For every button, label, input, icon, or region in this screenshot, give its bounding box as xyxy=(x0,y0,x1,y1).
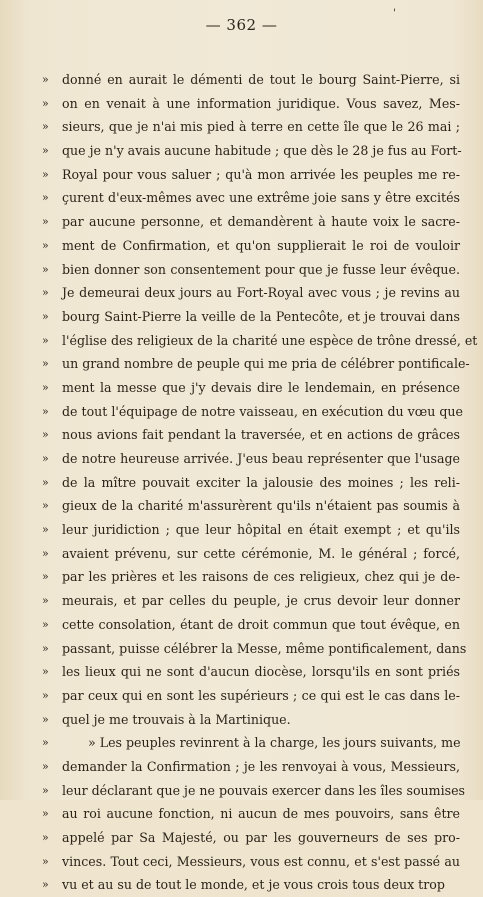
text-line xyxy=(42,755,460,779)
text-line xyxy=(42,376,460,400)
quote-mark: » xyxy=(42,144,49,158)
line-text: gieux de la charité m'assurèrent qu'ils n'étaient pas soumis à xyxy=(62,498,460,514)
quote-mark: » xyxy=(42,665,49,679)
text-line xyxy=(42,281,460,305)
line-text: par aucune personne, et demandèrent à haute voix le sacre- xyxy=(62,214,460,230)
quote-mark: » xyxy=(42,191,49,205)
line-text: ment de Confirmation, et qu'on supplierait le roi de vouloir xyxy=(62,237,460,253)
text-line xyxy=(42,850,460,874)
line-text: de notre heureuse arrivée. J'eus beau représenter que l'usage xyxy=(62,451,460,466)
text-line xyxy=(42,708,460,732)
quote-mark: » xyxy=(42,688,49,702)
text-line xyxy=(42,471,460,495)
text-line xyxy=(42,613,460,637)
text-line xyxy=(42,684,460,708)
quote-mark: » xyxy=(42,262,49,276)
quote-mark: » xyxy=(42,546,49,560)
line-text: nous avions fait pendant la traversée, et en actions de grâces xyxy=(62,427,460,443)
quote-mark: » xyxy=(42,523,49,537)
text-line xyxy=(42,139,462,163)
line-text: ment la messe que j'y devais dire le lendemain, en présence xyxy=(62,379,460,395)
quote-mark: » xyxy=(42,499,49,513)
line-text: leur déclarant que je ne pouvais exercer dans les îles soumises xyxy=(62,782,465,798)
line-text: meurais, et par celles du peuple, je crus devoir leur donner xyxy=(62,593,460,609)
text-line xyxy=(42,494,460,518)
quote-mark: » xyxy=(42,167,49,181)
line-text: donné en aurait le démenti de tout le bourg Saint-Pierre, si xyxy=(62,72,460,87)
text-line xyxy=(42,826,460,850)
line-text: que je n'y avais aucune habitude ; que dès le 28 je fus au Fort- xyxy=(62,143,462,159)
body-text xyxy=(42,68,478,897)
text-line xyxy=(42,329,478,353)
line-text: çurent d'eux-mêmes avec une extrême joie sans y être excités xyxy=(62,190,460,206)
quote-mark: » xyxy=(42,73,49,86)
quote-mark: » xyxy=(42,831,49,844)
quote-mark: » xyxy=(42,333,49,347)
line-text: leur juridiction ; que leur hôpital en était exempt ; et qu'ils xyxy=(62,522,460,538)
text-line xyxy=(42,589,460,613)
quote-mark: » xyxy=(42,309,49,323)
line-text: de tout l'équipage de notre vaisseau, en exécution du vœu que xyxy=(62,403,463,419)
text-line xyxy=(42,92,460,116)
quote-mark: » xyxy=(42,428,49,442)
text-line xyxy=(42,115,460,139)
text-line xyxy=(42,802,460,826)
quote-mark: » xyxy=(42,404,49,418)
line-text: par ceux qui en sont les supérieurs ; ce qui est le cas dans le- xyxy=(62,687,460,703)
line-text: par les prières et les raisons de ces religieux, chez qui je de- xyxy=(62,569,460,585)
quote-mark: » xyxy=(42,215,49,229)
quote-mark: » xyxy=(42,759,49,773)
line-text: cette consolation, étant de droit commun que tout évêque, en xyxy=(62,616,460,632)
text-line xyxy=(42,660,460,684)
quote-mark: » xyxy=(42,380,49,394)
text-line xyxy=(42,68,460,92)
quote-mark: » xyxy=(42,570,49,584)
quote-mark: » xyxy=(42,878,49,892)
quote-mark: » xyxy=(42,854,49,868)
quote-mark: » xyxy=(42,641,49,655)
text-line xyxy=(42,637,467,661)
text-line xyxy=(42,400,463,424)
text-line xyxy=(42,447,460,471)
quote-mark: » xyxy=(42,475,49,489)
text-line xyxy=(42,163,460,187)
line-text: » Les peuples revinrent à la charge, les jours suivants, me xyxy=(88,735,461,751)
line-text: quel je me trouvais à la Martinique. xyxy=(62,711,291,727)
text-line xyxy=(42,565,460,589)
text-line xyxy=(42,542,460,566)
quote-mark: » xyxy=(42,807,49,821)
text-line xyxy=(42,518,460,542)
line-text: on en venait à une information juridique. Vous savez, Mes- xyxy=(62,95,460,111)
line-text: bourg Saint-Pierre la veille de la Pentecôte, et je trouvai dans xyxy=(62,308,460,324)
text-line xyxy=(42,234,460,258)
text-line xyxy=(42,305,460,329)
page-number: — 362 — xyxy=(205,16,278,34)
quote-mark: » xyxy=(42,594,49,608)
text-line xyxy=(42,210,460,234)
line-text: un grand nombre de peuple qui me pria de célébrer pontificale- xyxy=(62,356,470,372)
line-text: appelé par Sa Majesté, ou par les gouverneurs de ses pro- xyxy=(62,830,460,845)
line-text: vinces. Tout ceci, Messieurs, vous est connu, et s'est passé au xyxy=(62,853,460,869)
line-text: vu et au su de tout le monde, et je vous crois tous deux trop xyxy=(62,877,445,893)
text-line xyxy=(42,731,461,755)
quote-mark: » xyxy=(42,120,49,134)
text-line xyxy=(42,423,460,447)
line-text: passant, puisse célébrer la Messe, même pontificalement, dans xyxy=(62,640,467,656)
quote-mark: » xyxy=(42,452,49,465)
quote-mark: » xyxy=(42,617,49,631)
line-text: Royal pour vous saluer ; qu'à mon arrivée les peuples me re- xyxy=(62,166,460,182)
line-text: de la mître pouvait exciter la jalousie des moines ; les reli- xyxy=(62,474,460,490)
text-line xyxy=(42,779,465,803)
line-text: bien donner son consentement pour que je fusse leur évêque. xyxy=(62,261,460,277)
quote-mark: » xyxy=(42,238,49,252)
text-line xyxy=(42,186,460,210)
line-text: sieurs, que je n'ai mis pied à terre en cette île que le 26 mai ; xyxy=(62,119,460,135)
line-text: avaient prévenu, sur cette cérémonie, M. le général ; forcé, xyxy=(62,545,460,561)
quote-mark: » xyxy=(42,357,49,371)
quote-mark: » xyxy=(42,286,49,300)
line-text: au roi aucune fonction, ni aucun de mes pouvoirs, sans être xyxy=(62,806,460,822)
line-text: Je demeurai deux jours au Fort-Royal avec vous ; je revins au xyxy=(62,285,460,301)
text-line xyxy=(42,352,470,376)
quote-mark: » xyxy=(42,736,49,750)
text-line xyxy=(42,258,460,282)
line-text: l'église des religieux de la charité une espèce de trône dressé, et xyxy=(62,332,478,348)
quote-mark: » xyxy=(42,96,49,110)
line-text: les lieux qui ne sont d'aucun diocèse, lorsqu'ils en sont priés xyxy=(62,664,460,680)
quote-mark: » xyxy=(42,783,49,797)
quote-mark: » xyxy=(42,712,49,726)
text-line xyxy=(42,873,460,897)
top-mark: ' xyxy=(393,8,396,19)
line-text: demander la Confirmation ; je les renvoyai à vous, Messieurs, xyxy=(62,758,460,774)
